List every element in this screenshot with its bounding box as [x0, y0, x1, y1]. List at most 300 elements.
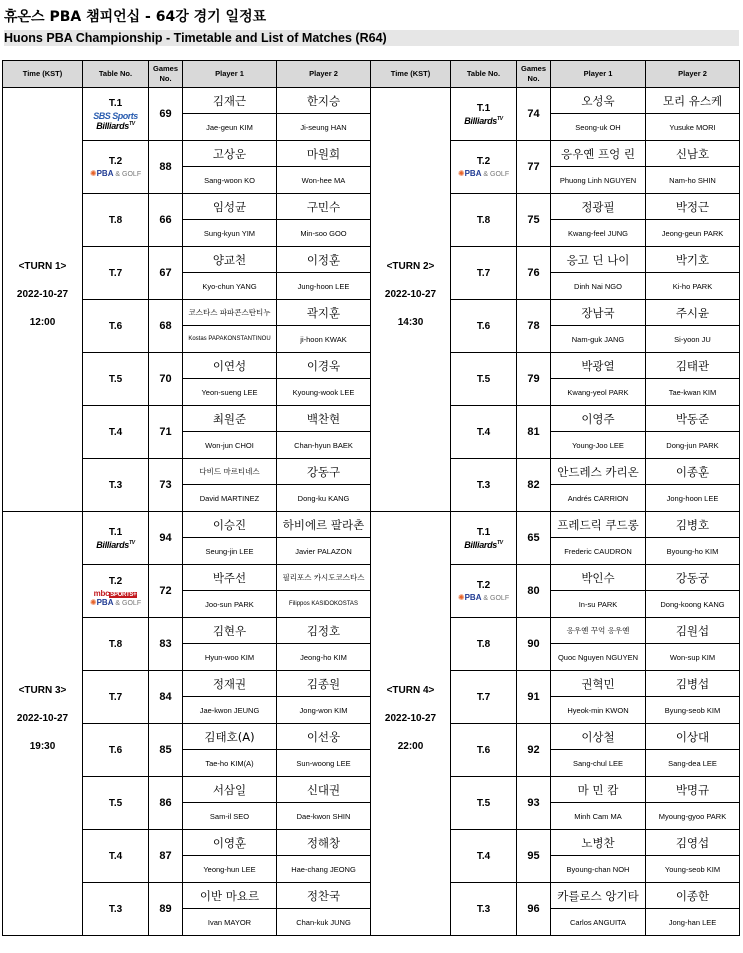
nbc-peacock-icon: ✺ — [457, 169, 465, 178]
player1-korean-name: 정광필 — [551, 194, 646, 220]
table-number-cell — [83, 300, 149, 353]
game-number: 84 — [149, 671, 183, 724]
header-time: Time (KST) — [371, 61, 451, 88]
pba-golf-logo — [90, 169, 141, 178]
table-number-cell — [451, 830, 517, 883]
game-number: 92 — [517, 724, 551, 777]
table-number: T.8 — [476, 638, 491, 650]
game-number: 93 — [517, 777, 551, 830]
player2-korean-name: 김태관 — [646, 353, 740, 379]
player1-korean-name: 이영훈 — [183, 830, 277, 856]
player2-korean-name: 강동궁 — [646, 565, 740, 591]
billiards-logo-tv: TV — [497, 539, 503, 546]
table-number-cell — [451, 459, 517, 512]
player2-english-name: Jong-won KIM — [277, 697, 371, 724]
player1-english-name: Won-jun CHOI — [183, 432, 277, 459]
table-number-wrap — [451, 268, 516, 279]
player1-korean-name: 박광열 — [551, 353, 646, 379]
billiards-logo-tv: TV — [129, 539, 135, 546]
game-number: 91 — [517, 671, 551, 724]
player1-korean-name: 박인수 — [551, 565, 646, 591]
table-row — [3, 88, 740, 114]
turn-date: 2022-10-27 — [16, 712, 69, 724]
player2-english-name: Javier PALAZON — [277, 538, 371, 565]
game-number: 73 — [149, 459, 183, 512]
game-number: 74 — [517, 88, 551, 141]
broadcaster-logos — [464, 116, 503, 126]
game-number: 72 — [149, 565, 183, 618]
table-number-wrap — [83, 798, 148, 809]
broadcaster-logos — [458, 593, 509, 602]
player2-english-name: Min-soo GOO — [277, 220, 371, 247]
table-number-wrap — [83, 904, 148, 915]
table-number: T.6 — [476, 320, 491, 332]
player1-korean-name: 최원준 — [183, 406, 277, 432]
broadcaster-logos — [93, 111, 138, 131]
player2-korean-name: 이종훈 — [646, 459, 740, 485]
game-number: 80 — [517, 565, 551, 618]
table-number-wrap — [83, 268, 148, 279]
turn-time: 22:00 — [397, 740, 424, 752]
player2-english-name: Byung-seob KIM — [646, 697, 740, 724]
table-number-cell — [83, 618, 149, 671]
turn-time-cell — [3, 512, 83, 936]
header-player1: Player 1 — [183, 61, 277, 88]
table-number-wrap — [83, 215, 148, 226]
player2-korean-name: 마원희 — [277, 141, 371, 167]
table-number-cell — [83, 671, 149, 724]
turn-info — [371, 255, 450, 345]
turn-info — [3, 679, 82, 769]
match-schedule-table — [2, 60, 740, 936]
game-number: 81 — [517, 406, 551, 459]
player2-english-name: Jeong-geun PARK — [646, 220, 740, 247]
player2-korean-name: 김원섭 — [646, 618, 740, 644]
player2-korean-name: 이상대 — [646, 724, 740, 750]
game-number: 96 — [517, 883, 551, 936]
table-number-cell — [451, 618, 517, 671]
table-number: T.1 — [476, 526, 491, 538]
player2-korean-name: 신남호 — [646, 141, 740, 167]
game-number: 95 — [517, 830, 551, 883]
table-row — [3, 512, 740, 538]
billiards-tv-logo — [96, 540, 135, 550]
mbc-logo-text: mbc — [93, 588, 110, 598]
table-number-wrap — [83, 98, 148, 131]
table-number-wrap — [451, 215, 516, 226]
pba-golf-logo — [90, 598, 141, 607]
table-number-wrap — [451, 103, 516, 126]
game-number: 79 — [517, 353, 551, 406]
table-number: T.1 — [108, 97, 123, 109]
player1-korean-name: 마 민 캄 — [551, 777, 646, 803]
game-number: 90 — [517, 618, 551, 671]
player2-english-name: Dong-jun PARK — [646, 432, 740, 459]
player1-korean-name: 박주선 — [183, 565, 277, 591]
turn-label: <TURN 1> — [18, 260, 67, 272]
player1-english-name: Sam-il SEO — [183, 803, 277, 830]
player2-korean-name: 정찬국 — [277, 883, 371, 909]
player2-korean-name: 김영섭 — [646, 830, 740, 856]
table-number-wrap — [83, 639, 148, 650]
player1-korean-name: 이연성 — [183, 353, 277, 379]
player1-english-name: Tae-ho KIM(A) — [183, 750, 277, 777]
player1-korean-name: 이상철 — [551, 724, 646, 750]
player1-english-name: Carlos ANGUITA — [551, 909, 646, 936]
player2-korean-name: 하비에르 팔라촌 — [277, 512, 371, 538]
table-number-cell — [451, 512, 517, 565]
billiards-logo-text: Billiards — [464, 115, 497, 126]
nbc-peacock-icon: ✺ — [89, 169, 97, 178]
player1-english-name: Sung-kyun YIM — [183, 220, 277, 247]
player1-korean-name: 권혁민 — [551, 671, 646, 697]
broadcaster-logos — [96, 540, 135, 550]
player1-korean-name: 안드레스 카리온 — [551, 459, 646, 485]
table-number: T.4 — [476, 426, 491, 438]
table-number-wrap — [451, 745, 516, 756]
header-games-no — [517, 61, 551, 88]
game-number: 83 — [149, 618, 183, 671]
player1-korean-name: 장남국 — [551, 300, 646, 326]
table-number-cell — [451, 671, 517, 724]
table-number-wrap — [83, 374, 148, 385]
player1-korean-name: 양교천 — [183, 247, 277, 273]
table-number-cell — [451, 406, 517, 459]
table-number-cell — [451, 300, 517, 353]
table-number-cell — [83, 194, 149, 247]
header-time: Time (KST) — [3, 61, 83, 88]
table-number: T.6 — [108, 744, 123, 756]
page-title-korean: 휴온스 PBA 챔피언십 - 64강 경기 일정표 — [4, 9, 267, 25]
game-number: 70 — [149, 353, 183, 406]
player1-korean-name: 다비드 마르티네스 — [183, 459, 277, 485]
turn-info — [371, 679, 450, 769]
table-number-cell — [451, 194, 517, 247]
table-number-cell — [83, 141, 149, 194]
player1-english-name: Quoc Nguyen NGUYEN — [551, 644, 646, 671]
player2-korean-name: 이정훈 — [277, 247, 371, 273]
player1-english-name: Young-Joo LEE — [551, 432, 646, 459]
table-number-wrap — [451, 321, 516, 332]
player1-korean-name: 프레드릭 쿠드롱 — [551, 512, 646, 538]
billiards-logo-text: Billiards — [464, 539, 497, 550]
turn-date: 2022-10-27 — [384, 288, 437, 300]
table-number-cell — [83, 88, 149, 141]
header-games-no — [149, 61, 183, 88]
table-number: T.1 — [108, 526, 123, 538]
player1-english-name: Kyo-chun YANG — [183, 273, 277, 300]
table-number: T.2 — [108, 156, 123, 167]
player1-english-name: Jae-kwon JEUNG — [183, 697, 277, 724]
table-number: T.4 — [476, 850, 491, 862]
pba-logo-text: PBA — [96, 597, 114, 607]
mbc-sports-text: SPORTS+ — [110, 591, 137, 598]
turn-date: 2022-10-27 — [384, 712, 437, 724]
player1-english-name: Jae-geun KIM — [183, 114, 277, 141]
player2-korean-name: 정해창 — [277, 830, 371, 856]
table-number-cell — [83, 777, 149, 830]
player2-english-name: Ji-seung HAN — [277, 114, 371, 141]
table-number-wrap — [451, 639, 516, 650]
header-player1: Player 1 — [551, 61, 646, 88]
player1-korean-name: 응우옌 프엉 린 — [551, 141, 646, 167]
player1-english-name: Kwang-feel JUNG — [551, 220, 646, 247]
table-number-wrap — [83, 851, 148, 862]
player1-korean-name: 코스타스 파파콘스탄티누 — [183, 300, 277, 326]
pba-golf-text: & GOLF — [483, 171, 510, 178]
header-games-line2: No. — [527, 74, 540, 83]
player1-english-name: Yeong-hun LEE — [183, 856, 277, 883]
table-number: T.6 — [108, 320, 123, 332]
table-number-cell — [83, 406, 149, 459]
game-number: 94 — [149, 512, 183, 565]
table-number-cell — [83, 353, 149, 406]
turn-label: <TURN 2> — [386, 260, 435, 272]
table-number-cell — [451, 883, 517, 936]
table-number-wrap — [83, 480, 148, 491]
player2-english-name: Si-yoon JU — [646, 326, 740, 353]
player2-english-name: Sang-dea LEE — [646, 750, 740, 777]
table-number-cell — [83, 512, 149, 565]
billiards-logo-text: Billiards — [96, 539, 129, 550]
table-number-cell — [83, 830, 149, 883]
table-number: T.7 — [476, 691, 491, 703]
game-number: 65 — [517, 512, 551, 565]
player2-english-name: Dae-kwon SHIN — [277, 803, 371, 830]
billiards-logo-tv: TV — [129, 120, 135, 127]
player2-english-name: Ki-ho PARK — [646, 273, 740, 300]
player2-korean-name: 김정호 — [277, 618, 371, 644]
game-number: 82 — [517, 459, 551, 512]
table-number-wrap — [451, 580, 516, 602]
header-player2: Player 2 — [277, 61, 371, 88]
player1-korean-name: 응고 딘 나이 — [551, 247, 646, 273]
player1-english-name: David MARTINEZ — [183, 485, 277, 512]
sbs-sports-logo: SBS Sports — [93, 110, 138, 121]
header-table-no: Table No. — [83, 61, 149, 88]
table-number-wrap — [83, 527, 148, 550]
player2-english-name: Jung-hoon LEE — [277, 273, 371, 300]
page-title-english: Huons PBA Championship - Timetable and List of Matches (R64) — [4, 30, 739, 46]
table-number: T.7 — [108, 691, 123, 703]
player1-korean-name: 김태호(A) — [183, 724, 277, 750]
player1-korean-name: 오성욱 — [551, 88, 646, 114]
nbc-peacock-icon: ✺ — [457, 593, 465, 602]
player2-korean-name: 모리 유스케 — [646, 88, 740, 114]
table-number-wrap — [451, 480, 516, 491]
game-number: 77 — [517, 141, 551, 194]
table-number-cell — [451, 777, 517, 830]
table-number-wrap — [451, 904, 516, 915]
table-number-wrap — [451, 527, 516, 550]
player2-english-name: Kyoung-wook LEE — [277, 379, 371, 406]
table-number: T.3 — [108, 903, 123, 915]
player1-korean-name: 김재근 — [183, 88, 277, 114]
header-player2: Player 2 — [646, 61, 740, 88]
player2-korean-name: 김병섭 — [646, 671, 740, 697]
player1-english-name: Hyun-woo KIM — [183, 644, 277, 671]
table-number-cell — [83, 459, 149, 512]
turn-time: 12:00 — [29, 316, 56, 328]
pba-golf-logo — [458, 593, 509, 602]
player1-korean-name: 노병찬 — [551, 830, 646, 856]
table-number-cell — [83, 565, 149, 618]
table-number-cell — [83, 247, 149, 300]
billiards-tv-logo — [464, 116, 503, 126]
player1-korean-name: 김현우 — [183, 618, 277, 644]
pba-golf-text: & GOLF — [115, 599, 142, 607]
game-number: 66 — [149, 194, 183, 247]
turn-time-cell — [3, 88, 83, 512]
turn-time: 14:30 — [397, 316, 424, 328]
player1-english-name: Sang-woon KO — [183, 167, 277, 194]
header-games-line1: Games — [152, 64, 179, 73]
game-number: 78 — [517, 300, 551, 353]
turn-time: 19:30 — [29, 740, 56, 752]
player1-english-name: Andrés CARRION — [551, 485, 646, 512]
player1-korean-name: 정재권 — [183, 671, 277, 697]
table-number: T.4 — [108, 850, 123, 862]
game-number: 75 — [517, 194, 551, 247]
table-number-cell — [451, 565, 517, 618]
table-number-cell — [451, 141, 517, 194]
player1-korean-name: 이반 마요르 — [183, 883, 277, 909]
broadcaster-logos — [90, 169, 141, 178]
player2-korean-name: 박동준 — [646, 406, 740, 432]
player2-english-name: Hae-chang JEONG — [277, 856, 371, 883]
billiards-logo-text: Billiards — [96, 120, 129, 131]
turn-time-cell — [371, 512, 451, 936]
player2-korean-name: 박정근 — [646, 194, 740, 220]
table-number-wrap — [451, 798, 516, 809]
table-number: T.8 — [108, 638, 123, 650]
broadcaster-logos — [458, 169, 509, 178]
billiards-tv-logo — [96, 121, 135, 131]
turn-info — [3, 255, 82, 345]
table-number: T.5 — [108, 797, 123, 809]
player1-english-name: Minh Cam MA — [551, 803, 646, 830]
broadcaster-logos — [464, 540, 503, 550]
table-number-wrap — [451, 156, 516, 178]
table-number: T.7 — [108, 267, 123, 279]
player1-english-name: Ivan MAYOR — [183, 909, 277, 936]
player1-english-name: Kostas PAPAKONSTANTINOU — [183, 326, 277, 353]
game-number: 76 — [517, 247, 551, 300]
player2-korean-name: 김병호 — [646, 512, 740, 538]
table-number: T.7 — [476, 267, 491, 279]
table-number-wrap — [451, 851, 516, 862]
billiards-logo-tv: TV — [497, 115, 503, 122]
player1-english-name: Seong-uk OH — [551, 114, 646, 141]
player2-korean-name: 한지승 — [277, 88, 371, 114]
nbc-peacock-icon: ✺ — [89, 597, 97, 607]
pba-golf-text: & GOLF — [115, 171, 142, 178]
game-number: 89 — [149, 883, 183, 936]
pba-golf-logo — [458, 169, 509, 178]
table-number-wrap — [83, 745, 148, 756]
player2-english-name: Yusuke MORI — [646, 114, 740, 141]
player2-korean-name: 김종원 — [277, 671, 371, 697]
player2-english-name: Dong-koong KANG — [646, 591, 740, 618]
player1-english-name: Kwang-yeol PARK — [551, 379, 646, 406]
table-number: T.1 — [476, 102, 491, 114]
table-number: T.3 — [476, 903, 491, 915]
game-number: 87 — [149, 830, 183, 883]
header-row — [3, 61, 740, 88]
player1-korean-name: 서삼일 — [183, 777, 277, 803]
table-number: T.5 — [476, 373, 491, 385]
player2-korean-name: 이경욱 — [277, 353, 371, 379]
game-number: 86 — [149, 777, 183, 830]
player2-korean-name: 이선웅 — [277, 724, 371, 750]
player2-english-name: Won-sup KIM — [646, 644, 740, 671]
player2-english-name: Young-seob KIM — [646, 856, 740, 883]
player2-english-name: Chan-kuk JUNG — [277, 909, 371, 936]
table-number-wrap — [451, 692, 516, 703]
pba-logo-text: PBA — [464, 593, 482, 602]
table-number-cell — [451, 353, 517, 406]
table-number-cell — [451, 247, 517, 300]
table-number-cell — [83, 724, 149, 777]
player2-korean-name: 박명규 — [646, 777, 740, 803]
player1-english-name: In-su PARK — [551, 591, 646, 618]
player1-korean-name: 이영주 — [551, 406, 646, 432]
table-number: T.5 — [476, 797, 491, 809]
table-number: T.2 — [476, 580, 491, 591]
player2-english-name: Dong-ku KANG — [277, 485, 371, 512]
player2-korean-name: 곽지훈 — [277, 300, 371, 326]
pba-logo-text: PBA — [464, 169, 482, 178]
table-number: T.8 — [108, 214, 123, 226]
player2-korean-name: 주시윤 — [646, 300, 740, 326]
player1-korean-name: 고상운 — [183, 141, 277, 167]
player2-korean-name: 구민수 — [277, 194, 371, 220]
table-number: T.4 — [108, 426, 123, 438]
game-number: 68 — [149, 300, 183, 353]
turn-label: <TURN 4> — [386, 684, 435, 696]
player2-english-name: Sun-woong LEE — [277, 750, 371, 777]
table-number-wrap — [83, 427, 148, 438]
player2-korean-name: 이종한 — [646, 883, 740, 909]
table-number-cell — [451, 724, 517, 777]
turn-time-cell — [371, 88, 451, 512]
table-number: T.3 — [108, 479, 123, 491]
turn-label: <TURN 3> — [18, 684, 67, 696]
table-number-cell — [451, 88, 517, 141]
player1-english-name: Hyeok-min KWON — [551, 697, 646, 724]
player2-english-name: Won-hee MA — [277, 167, 371, 194]
player1-korean-name: 임성균 — [183, 194, 277, 220]
table-number-wrap — [83, 321, 148, 332]
table-number: T.6 — [476, 744, 491, 756]
player2-english-name: Tae-kwan KIM — [646, 379, 740, 406]
player1-korean-name: 응우옌 꾸억 응우옌 — [551, 618, 646, 644]
player2-english-name: Byoung-ho KIM — [646, 538, 740, 565]
player2-english-name: Myoung-gyoo PARK — [646, 803, 740, 830]
game-number: 71 — [149, 406, 183, 459]
player1-english-name: Nam-guk JANG — [551, 326, 646, 353]
table-number-cell — [83, 883, 149, 936]
player2-korean-name: 신대권 — [277, 777, 371, 803]
player1-english-name: Phuong Linh NGUYEN — [551, 167, 646, 194]
player2-korean-name: 강동구 — [277, 459, 371, 485]
game-number: 69 — [149, 88, 183, 141]
game-number: 67 — [149, 247, 183, 300]
table-number-wrap — [83, 576, 148, 607]
player2-english-name: Jong-han LEE — [646, 909, 740, 936]
player2-english-name: ji-hoon KWAK — [277, 326, 371, 353]
header-table-no: Table No. — [451, 61, 517, 88]
